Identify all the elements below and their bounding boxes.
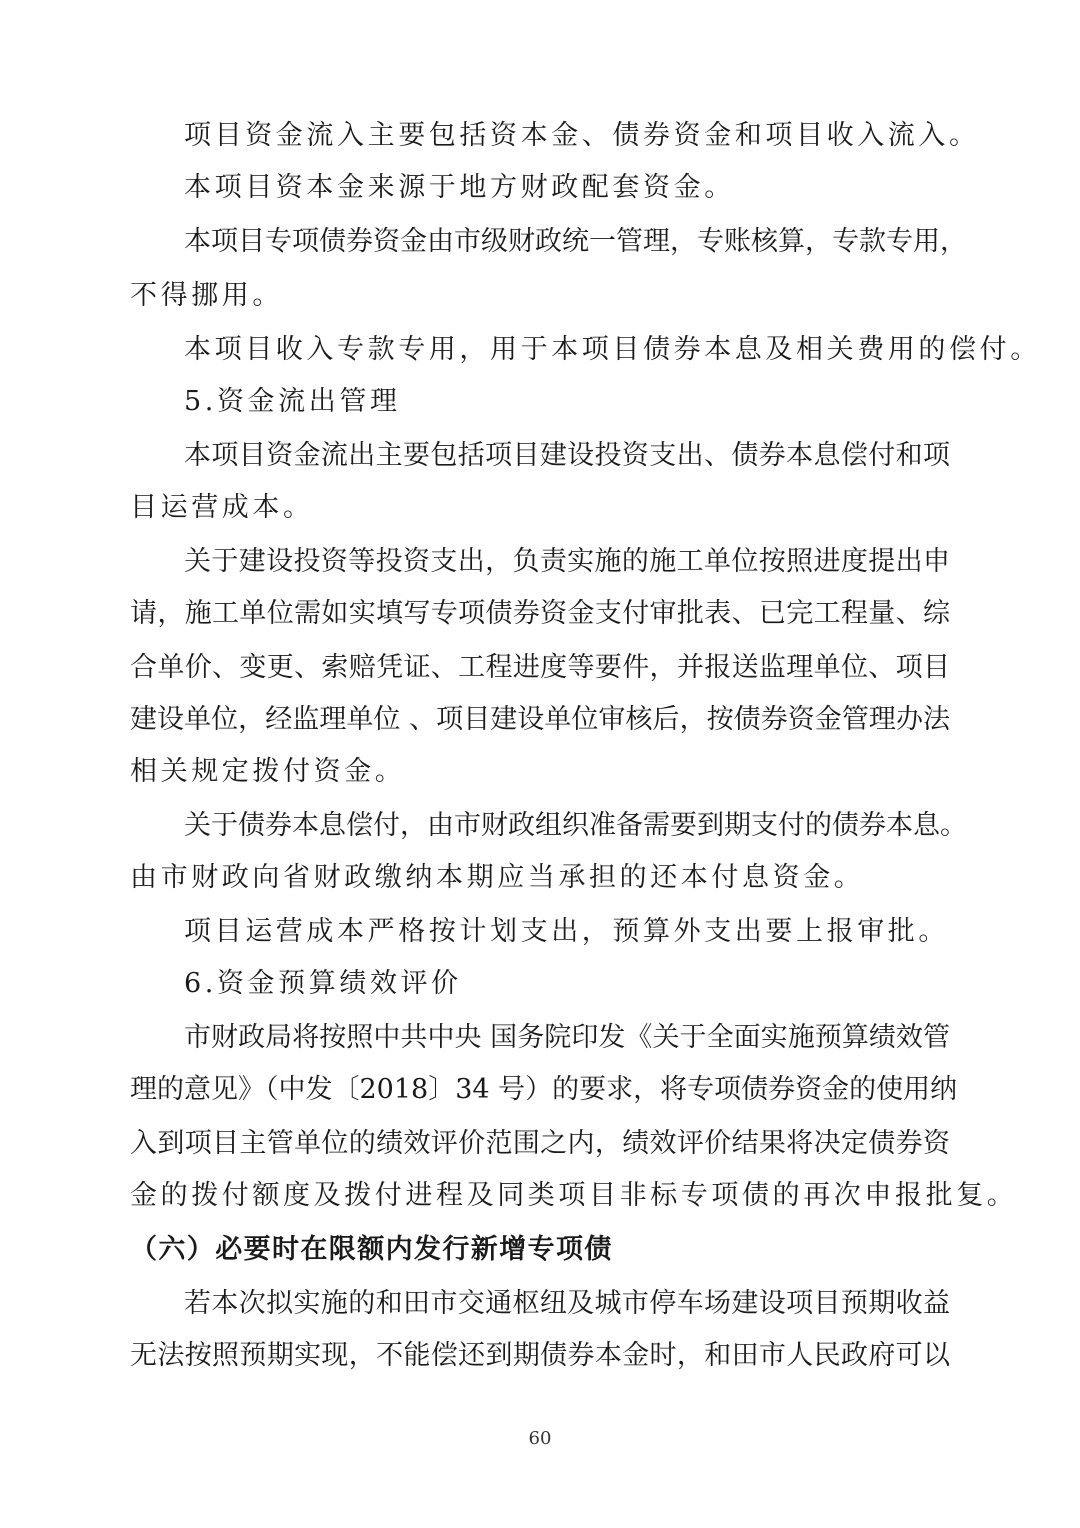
section-heading-six: （六）必要时在限额内发行新增专项债 xyxy=(130,1234,613,1265)
paragraph-line: 请，施工单位需如实填写专项债券资金支付审批表、已完工程量、综 xyxy=(130,598,950,629)
paragraph-line: 本项目资本金来源于地方财政配套资金。 xyxy=(184,172,735,203)
paragraph-line: 关于债券本息偿付，由市财政组织准备需要到期支付的债券本息。 xyxy=(184,810,967,841)
paragraph-line: 本项目收入专款专用，用于本项目债券本息及相关费用的偿付。 xyxy=(184,334,1041,365)
paragraph-line: 市财政局将按照中共中央 国务院印发《关于全面实施预算绩效管 xyxy=(184,1022,950,1053)
section-heading-6: 6.资金预算绩效评价 xyxy=(184,968,462,999)
paragraph-line: 合单价、变更、索赔凭证、工程进度等要件，并报送监理单位、项目 xyxy=(130,652,950,683)
paragraph-line: 相关规定拨付资金。 xyxy=(130,756,406,787)
paragraph-line: 项目运营成本严格按计划支出，预算外支出要上报审批。 xyxy=(184,916,949,947)
paragraph-line: 本项目专项债券资金由市级财政统一管理，专账核算，专款专用， xyxy=(184,226,967,257)
paragraph-line: 金的拨付额度及拨付进程及同类项目非标专项债的再次申报批复。 xyxy=(130,1180,1018,1211)
paragraph-line: 目运营成本。 xyxy=(130,492,314,523)
paragraph-line: 由市财政向省财政缴纳本期应当承担的还本付息资金。 xyxy=(130,862,865,893)
paragraph-line: 关于建设投资等投资支出，负责实施的施工单位按照进度提出申 xyxy=(184,546,950,577)
paragraph-line: 无法按照预期实现，不能偿还到期债券本金时，和田市人民政府可以 xyxy=(130,1340,950,1371)
paragraph-line: 建设单位，经监理单位 、项目建设单位审核后，按债券资金管理办法 xyxy=(130,704,950,735)
page-number: 60 xyxy=(528,1428,552,1449)
section-heading-5: 5.资金流出管理 xyxy=(184,386,401,417)
paragraph-line: 若本次拟实施的和田市交通枢纽及城市停车场建设项目预期收益 xyxy=(184,1288,950,1319)
paragraph-line: 理的意见》（中发〔2018〕34 号）的要求，将专项债券资金的使用纳 xyxy=(130,1074,958,1105)
paragraph-line: 入到项目主管单位的绩效评价范围之内，绩效评价结果将决定债券资 xyxy=(130,1128,950,1159)
paragraph-line: 不得挪用。 xyxy=(130,280,283,311)
paragraph-line: 项目资金流入主要包括资本金、债券资金和项目收入流入。 xyxy=(184,120,980,151)
paragraph-line: 本项目资金流出主要包括项目建设投资支出、债券本息偿付和项 xyxy=(184,440,950,471)
